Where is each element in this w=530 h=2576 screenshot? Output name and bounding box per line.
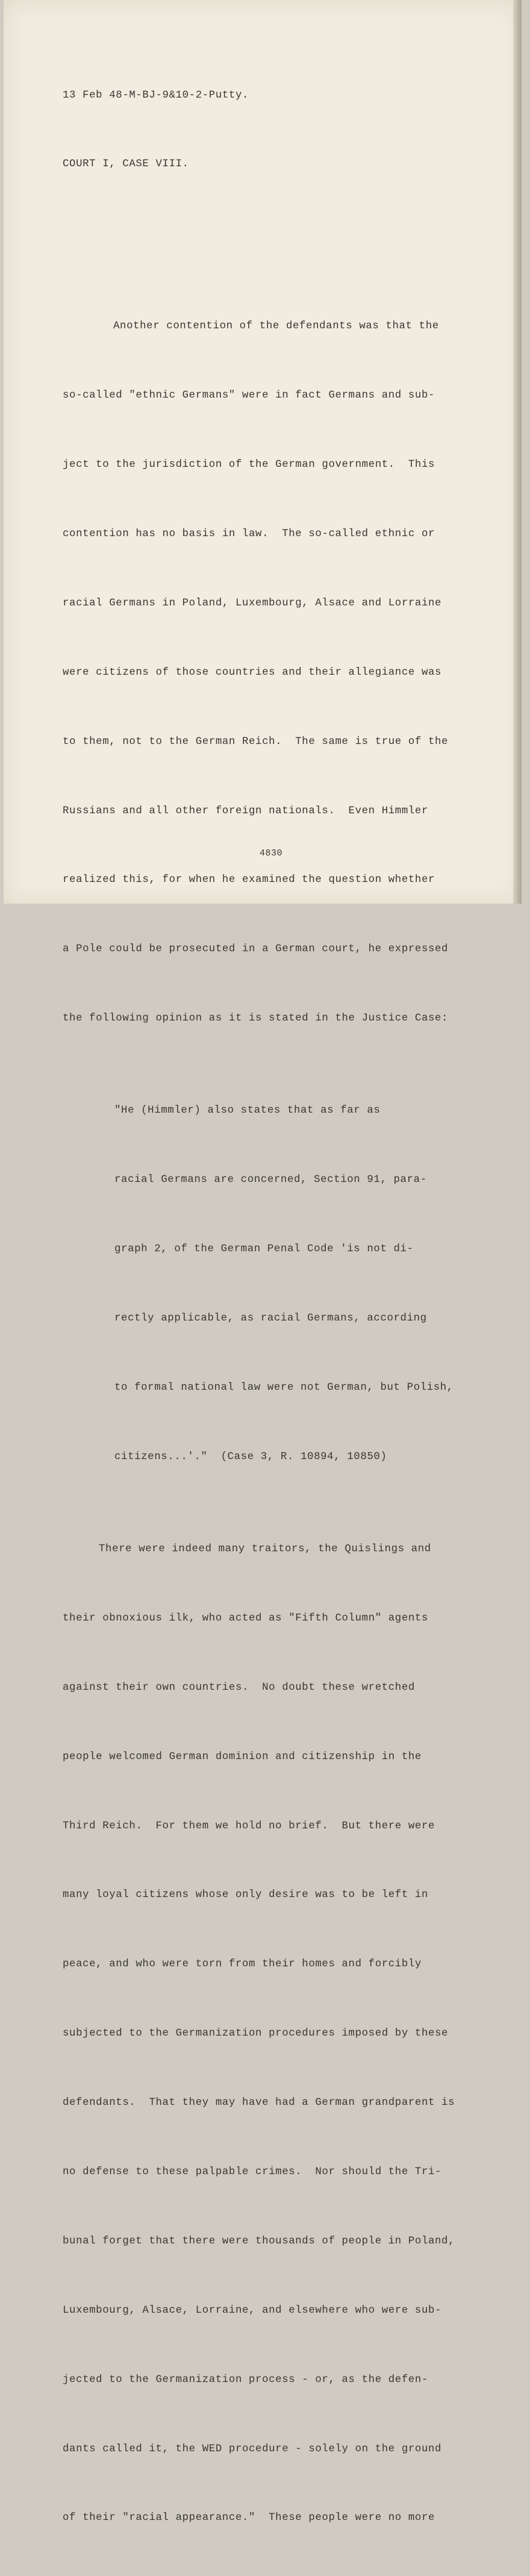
paragraph-line: Russians and all other foreign nationals. Even Himmler	[63, 805, 428, 817]
quote-line: rectly applicable, as racial Germans, according	[114, 1313, 427, 1325]
quote-line: to formal national law were not German, but Polish,	[114, 1381, 454, 1393]
quote-line: "He (Himmler) also states that as far as	[114, 1105, 381, 1117]
paragraph-line: no defense to these palpable crimes. Nor should the Tri-	[63, 2166, 442, 2178]
paragraph-line: defendants. That they may have had a German grandparent is	[63, 2097, 455, 2109]
quote-line: graph 2, of the German Penal Code 'is not di-	[114, 1243, 414, 1255]
paragraph-line: racial Germans in Poland, Luxembourg, Alsace and Lorraine	[63, 597, 442, 609]
quote-line: racial Germans are concerned, Section 91, para-	[114, 1174, 427, 1186]
paragraph-line: against their own countries. No doubt these wretched	[63, 1681, 415, 1693]
page-number: 4830	[260, 848, 283, 858]
paragraph-line: contention has no basis in law. The so-called ethnic or	[63, 528, 435, 540]
spacer	[63, 222, 478, 246]
paragraph-line: their obnoxious ilk, who acted as "Fifth Column" agents	[63, 1612, 428, 1624]
header-reference: 13 Feb 48-M-BJ-9&10-2-Putty.	[63, 89, 249, 101]
document-body	[63, 38, 478, 2576]
paragraph-line: many loyal citizens whose only desire was to be left in	[63, 1889, 428, 1901]
paragraph-line: people welcomed German dominion and citizenship in the	[63, 1751, 422, 1763]
paragraph-line: the following opinion as it is stated in the Justice Case:	[63, 1013, 449, 1025]
document-page	[4, 0, 522, 2524]
paragraph-line: Another contention of the defendants was that the	[113, 320, 439, 333]
paragraph-line: realized this, for when he examined the question whether	[63, 874, 435, 886]
paragraph-line: to them, not to the German Reich. The same is true of the	[63, 736, 449, 748]
paragraph-line: a Pole could be prosecuted in a German court, he expressed	[63, 943, 449, 955]
paragraph-line: so-called "ethnic Germans" were in fact Germans and sub-	[63, 390, 435, 402]
paragraph-line: jected to the Germanization process - or, as the defen-	[63, 2374, 428, 2386]
paragraph-line: ject to the jurisdiction of the German government. This	[63, 459, 435, 471]
paragraph-line: were citizens of those countries and their allegiance was	[63, 666, 442, 678]
paragraph-line: peace, and who were torn from their homes and forcibly	[63, 1959, 422, 1971]
paragraph-line: dants called it, the WED procedure - solely on the ground	[63, 2443, 442, 2455]
quote-line: citizens...'." (Case 3, R. 10894, 10850)	[114, 1451, 387, 1463]
paragraph-line: bunal forget that there were thousands of people in Poland,	[63, 2235, 455, 2247]
paragraph-line: Third Reich. For them we hold no brief. But there were	[63, 1820, 435, 1832]
paragraph-line: subjected to the Germanization procedures imposed by these	[63, 2028, 449, 2040]
header-court: COURT I, CASE VIII.	[63, 158, 189, 170]
paragraph-line: There were indeed many traitors, the Quislings and	[99, 1543, 431, 1555]
page-edge-shadow	[513, 0, 522, 904]
paragraph-line: of their "racial appearance." These people were no more	[63, 2512, 435, 2524]
paragraph-line: Luxembourg, Alsace, Lorraine, and elsewhere who were sub-	[63, 2304, 442, 2316]
